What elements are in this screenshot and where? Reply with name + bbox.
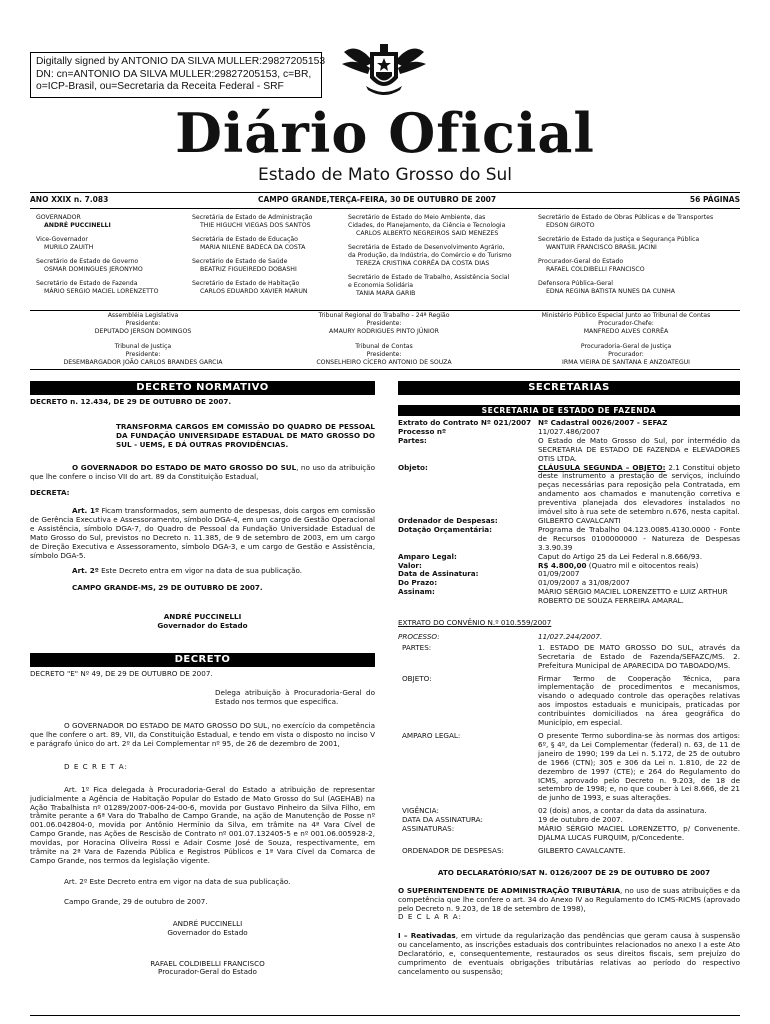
decree-preamble: O GOVERNADOR DO ESTADO DE MATO GROSSO DO SUL, no exercício da competência que lhe confere o art. 89, VII, da Constituição Estadual, e tendo em vista o disposto no inciso V e parágrafo único do art. 2º da Lei Complementar nº 95, de 26 de dezembro de 2001,	[30, 721, 375, 748]
gov-name: EDNA REGINA BATISTA NUNES DA CUNHA	[546, 287, 675, 295]
gov-title: Secretária de Estado de Administração	[192, 214, 313, 221]
contract-registry: Nº Cadastral 0026/2007 - SEFAZ	[538, 418, 668, 427]
agreement-row	[398, 825, 740, 843]
field-label: VIGÊNCIA:	[402, 806, 439, 816]
article-text: Este Decreto entra em vigor na data de sua publicação.	[98, 565, 303, 575]
institution-entry	[512, 343, 740, 366]
field-label: Data de Assinatura:	[398, 569, 479, 579]
institution-name: Assembléia Legislativa	[107, 312, 179, 319]
field-value: MÁRIO SÉRGIO MACIEL LORENZETTO e LUIZ ARTHUR ROBERTO DE SOUZA FERREIRA AMARAL.	[538, 587, 728, 606]
contract-row	[398, 526, 740, 553]
field-label: Amparo Legal:	[398, 551, 457, 561]
preamble-authority: O GOVERNADOR DO ESTADO DE MATO GROSSO DO SUL	[72, 462, 297, 472]
field-value: 11/027.486/2007	[538, 426, 601, 436]
field-value: Firmar Termo de Cooperação Técnica, para implementação de procedimentos e mecanismos, visando o adequado controle das operações relativas aos impostos estaduais e municipais, praticadas por contribuintes domiciliados na área geográfica do Município, em especial.	[538, 673, 740, 728]
field-label: PROCESSO:	[398, 631, 440, 641]
gov-name: WANTUIR FRANCISCO BRASIL JACINI	[546, 243, 657, 251]
institutions-band	[30, 312, 740, 368]
field-value: Programa de Trabalho 04.123.0085.4130.0000 - Fonte de Recursos 0100000000 - Natureza de Despesas 3.3.90.39	[538, 524, 740, 552]
section-header-fazenda: SECRETARIA DE ESTADO DE FAZENDA	[398, 405, 740, 416]
decree-article-2	[30, 567, 375, 576]
decree-preamble	[30, 464, 375, 482]
declaratory-act-declara: D E C L A R A:	[398, 912, 462, 922]
divider	[30, 192, 740, 193]
decree-ementa: Delega atribuição à Procuradoria-Geral do Estado nos termos que especifica.	[215, 688, 375, 707]
gov-title: e Economia Solidária	[348, 281, 414, 289]
gov-column-3	[348, 214, 536, 304]
gov-entry	[192, 214, 342, 236]
field-label: DATA DA ASSINATURA:	[402, 815, 483, 825]
institution-entry	[30, 312, 256, 335]
institution-holder: DEPUTADO JERSON DOMINGOS	[94, 327, 192, 335]
coat-of-arms-icon	[336, 42, 432, 102]
field-label: Partes:	[398, 435, 427, 445]
contract-row	[398, 588, 740, 606]
institution-role: Presidente:	[125, 319, 161, 327]
institution-name: Tribunal de Justiça	[114, 343, 172, 350]
gov-title: Cidades, do Planejamento, da Ciência e Tecnologia	[348, 221, 506, 229]
institution-role: Procurador:	[608, 350, 644, 358]
section-header-decreto-normativo: DECRETO NORMATIVO	[30, 381, 375, 395]
field-value: GILBERTO CAVALCANTI	[538, 515, 621, 525]
masthead-title: Diário Oficial	[175, 101, 595, 165]
decree-title: DECRETO "E" Nº 49, DE 29 DE OUTUBRO DE 2007.	[30, 669, 213, 679]
item-label: I – Reativadas	[398, 931, 456, 941]
field-label: Do Prazo:	[398, 578, 438, 588]
article-label: Art. 2º	[72, 565, 99, 575]
field-label: Valor:	[398, 560, 422, 570]
signatory-role: Governador do Estado	[167, 927, 248, 937]
gov-name: EDSON GIROTO	[546, 221, 595, 229]
institution-entry	[266, 312, 502, 335]
field-value: 19 de outubro de 2007.	[538, 815, 623, 825]
decree-article-1	[30, 507, 375, 560]
agreement-extract	[398, 633, 740, 856]
gov-name: RAFAEL COLDIBELLI FRANCISCO	[546, 265, 645, 273]
field-value: MÁRIO SÉRGIO MACIEL LORENZETTO, p/ Convenente. DJALMA LUCAS FURQUIM, p/Concedente.	[538, 824, 740, 842]
institution-holder: IRMA VIEIRA DE SANTANA E ANZOATEGUI	[562, 358, 690, 366]
gov-title: GOVERNADOR	[36, 214, 81, 221]
field-label: Dotação Orçamentária:	[398, 524, 493, 534]
gov-name: BEATRIZ FIGUEIREDO DOBASHI	[200, 265, 297, 273]
signatory-name: RAFAEL COLDIBELLI FRANCISCO	[150, 958, 265, 968]
institution-name: Tribunal de Contas	[355, 343, 413, 350]
gov-name: TANIA MARA GARIB	[356, 289, 416, 297]
gov-entry	[348, 274, 536, 304]
gov-entry	[36, 258, 186, 280]
institution-holder: MANFREDO ALVES CORRÊA	[583, 327, 669, 335]
field-value: Caput do Artigo 25 da Lei Federal n.8.666/93.	[538, 551, 703, 561]
field-value: 02 (dois) anos, a contar da data da assinatura.	[538, 806, 707, 816]
article-label: Art. 1º	[72, 506, 99, 516]
gov-title: da Produção, da Indústria, do Comércio e do Turismo	[348, 251, 512, 259]
decree-article-1: Art. 1º Fica delegada à Procuradoria-Geral do Estado a atribuição de representar judicialmente a Agência de Habitação Popular do Estado de Mato Grosso do Sul (AGEHAB) na Ação Trabalhista nº 01289/2007-006-24-00-6, movida por Gustavo Pinheiro da Silva Filho, em trâmite perante a 6ª Vara do Trabalho de Campo Grande, na ação de Manutenção de Posse nº 001.06.042804-0, movida por Antônio Hermínio da Silva, em trâmite na 4ª Vara Cível de Campo Grande, nas Ações de Rescisão de Contrato nº 001.07.132405-5 e nº 001.06.005928-2, movidas, por Horacina Oliveira Rossi e Adair Cosme José de Souza, respectivamente, em trâmite na 2ª Vara de Fazenda Pública e Registros Públicos e 1ª Vara Cível da Comarca de Campo Grande, nos termos da legislação vigente.	[30, 784, 375, 865]
gov-entry	[192, 258, 342, 280]
gov-title: Vice-Governador	[36, 236, 88, 243]
institution-entry	[512, 312, 740, 335]
gov-title: Secretário de Estado de Habitação	[192, 280, 300, 287]
gov-name: CARLOS EDUARDO XAVIER MARUN	[200, 287, 308, 295]
gov-name: ANDRÉ PUCCINELLI	[44, 221, 111, 229]
gov-entry	[538, 214, 738, 236]
preamble-authority: O SUPERINTENDENTE DE ADMINISTRAÇÃO TRIBUTÁRIA	[398, 885, 621, 895]
field-label: ORDENADOR DE DESPESAS:	[402, 845, 504, 855]
gov-title: Secretário de Estado de Obras Públicas e de Transportes	[538, 214, 714, 221]
page-count: 56 PÁGINAS	[689, 195, 740, 204]
gov-entry	[36, 280, 186, 302]
gov-entry	[538, 258, 738, 280]
institution-role: Procurador-Chefe:	[598, 319, 654, 327]
contract-extract	[398, 419, 740, 606]
preamble-text: , no uso de suas atribuições e da competência que lhe confere o art. 34 do Anexo IV ao Regulamento do ICMS-RICMS (aprovado pelo Decreto n. 9.203, de 18 de setembro de 1998),	[398, 885, 740, 913]
signatory-name: ANDRÉ PUCCINELLI	[172, 918, 243, 928]
institution-holder: CONSELHEIRO CÍCERO ANTONIO DE SOUZA	[316, 358, 452, 366]
value-words: (Quatro mil e oitocentos reais)	[586, 560, 699, 570]
gov-name: OSMAR DOMINGUES JERONYMO	[44, 265, 143, 273]
contract-row	[398, 464, 740, 517]
signatory-role: Governador do Estado	[157, 620, 248, 630]
declaratory-act-title: ATO DECLARATÓRIO/SAT N. 0126/2007 DE 29 DE OUTUBRO DE 2007	[437, 867, 711, 877]
decree-article-2: Art. 2º Este Decreto entra em vigor na data de sua publicação.	[64, 876, 291, 886]
declaratory-act-preamble	[398, 887, 740, 914]
agreement-title: EXTRATO DO CONVÊNIO N.º 010.559/2007	[398, 618, 552, 628]
gov-title: Procurador-Geral do Estado	[538, 258, 624, 265]
gov-entry	[538, 236, 738, 258]
gov-entry	[36, 214, 186, 236]
field-value: O Estado de Mato Grosso do Sul, por intermédio da SECRETARIA DE ESTADO DE FAZENDA e ELEVADORES OTIS LTDA.	[538, 435, 740, 463]
signatory-role: Procurador-Geral do Estado	[158, 967, 257, 977]
institution-role: Presidente:	[125, 350, 161, 358]
left-column	[30, 381, 375, 977]
declaratory-act-item-1	[398, 932, 740, 977]
gov-entry	[538, 280, 738, 302]
bottom-divider	[30, 1015, 740, 1016]
signature-line: o=ICP-Brasil, ou=Secretaria da Receita Federal - SRF	[36, 81, 284, 92]
agreement-row	[398, 732, 740, 803]
field-label: Ordenador de Despesas:	[398, 515, 498, 525]
gov-title: Secretária de Estado de Educação	[192, 236, 298, 243]
field-label: AMPARO LEGAL:	[402, 731, 461, 740]
gov-title: Secretário de Estado de Trabalho, Assistência Social	[348, 274, 510, 281]
right-column	[398, 381, 740, 977]
institution-role: Presidente:	[366, 319, 402, 327]
field-label: Processo nº	[398, 426, 447, 436]
clause-text: 2.1 Constitui objeto deste instrumento a prestação de serviços, incluindo peças necessárias para reposição pela Contratada, em andamento aos chamados e manutenção corretiva e preventiva planejada dos elevadores instalados no imóvel sito à rua sete de setembro n.676, nesta capital.	[538, 462, 740, 517]
field-label: PARTES:	[402, 642, 432, 652]
divider	[30, 310, 740, 311]
agreement-row	[398, 675, 740, 728]
gov-entry	[192, 236, 342, 258]
section-header-secretarias: SECRETARIAS	[398, 381, 740, 395]
divider	[30, 208, 740, 209]
gov-column-4	[538, 214, 738, 302]
divider	[30, 369, 740, 370]
institution-name: Procuradoria-Geral de Justiça	[580, 343, 672, 350]
edition-number: ANO XXIX n. 7.083	[30, 195, 109, 204]
gov-title: Secretária de Estado de Desenvolvimento Agrário,	[348, 244, 505, 251]
gov-name: CARLOS ALBERTO NEGREIROS SAID MENEZES	[356, 229, 499, 237]
signature-line: DN: cn=ANTONIO DA SILVA MULLER:29827205153, c=BR,	[36, 68, 312, 80]
digital-signature-box	[30, 52, 326, 98]
field-value: 1. ESTADO DE MATO GROSSO DO SUL, através da Secretaria de Estado de Fazenda/SEFAZC/MS. 2. Prefeitura Municipal de APARECIDA DO TABOADO/MS.	[538, 642, 740, 670]
gov-name: MÁRIO SERGIO MACIEL LORENZETTO	[44, 287, 159, 295]
gov-title: Secretário de Estado do Meio Ambiente, das	[348, 214, 486, 221]
field-value: 01/09/2007 a 31/08/2007	[538, 578, 630, 588]
article-text: Ficam transformados, sem aumento de despesas, dois cargos em comissão de Gerência Executiva e Assessoramento, símbolo DGA-4, em um cargo de Gestão Operacional e Assistência, símbolo DGA-7, do Quadro de Pessoal da Fundação Universidade Estadual de Mato Grosso do Sul, previstos no Decreto n. 11.385, de 9 de setembro de 2003, em um cargo de Direção Executiva e Assessoramento, símbolo DGA-3, e um cargo de Gestão e Assistência, símbolo DGA-5.	[30, 506, 375, 560]
field-label: Assinam:	[398, 587, 435, 597]
gov-entry	[348, 244, 536, 274]
gov-entry	[36, 236, 186, 258]
gov-title: Secretário de Estado de Saúde	[192, 258, 288, 265]
gov-entry	[348, 214, 536, 244]
field-label: Objeto:	[398, 462, 428, 472]
gov-title: Secretário de Estado de Governo	[36, 258, 139, 265]
field-label: OBJETO:	[402, 673, 432, 683]
value-amount: R$ 4.800,00	[538, 560, 587, 570]
section-header-decreto: DECRETO	[30, 653, 375, 667]
field-value: 01/09/2007	[538, 569, 580, 579]
decree-decreta: D E C R E T A:	[64, 761, 128, 771]
gov-title: Defensora Pública-Geral	[538, 280, 614, 287]
decree-decreta: DECRETA:	[30, 488, 70, 498]
government-directory	[30, 214, 740, 310]
agreement-row	[398, 633, 740, 642]
signature-line: Digitally signed by ANTONIO DA SILVA MULLER:29827205153	[36, 56, 326, 67]
decree-place-date: Campo Grande, 29 de outubro de 2007.	[64, 896, 208, 906]
gov-column-1	[36, 214, 186, 302]
field-value: O presente Termo subordina-se às normas dos artigos: 6º, § 4º, da Lei Complementar (federal) n. 63, de 11 de janeiro de 1990; 199 da Lei n. 5.172, de 25 de outubro de 1966 (CTN); 305 e 306 da Lei n. 1.810, de 22 de dezembro de 1997 (CTE); e 264 do Regulamento do ICMS, aprovado pelo Decreto n. 9.203, de 18 de setembro de 1998; e, no que couber à Lei 8.666, de 21 de junho de 1993, e suas alterações.	[538, 731, 740, 803]
gov-name: MARIA NILENE BADECA DA COSTA	[200, 243, 306, 251]
field-value: 11/027.244/2007.	[538, 631, 603, 641]
gov-name: MURILO ZAUITH	[44, 243, 94, 251]
field-value: GILBERTO CAVALCANTE.	[538, 845, 626, 855]
institution-name: Ministério Público Especial Junto ao Tribunal de Contas	[541, 312, 711, 319]
gov-column-2	[192, 214, 342, 302]
gov-name: THIE HIGUCHI VIEGAS DOS SANTOS	[200, 221, 311, 229]
institution-holder: DESEMBARGADOR JOÃO CARLOS BRANDES GARCIA	[63, 358, 223, 366]
gov-title: Secretário de Estado de Fazenda	[36, 280, 138, 287]
field-label: ASSINATURAS:	[402, 824, 455, 834]
signatory-name: ANDRÉ PUCCINELLI	[163, 611, 242, 621]
gov-entry	[192, 280, 342, 302]
field-value	[538, 464, 740, 517]
agreement-row	[398, 644, 740, 671]
gov-name: TEREZA CRISTINA CORRÊA DA COSTA DIAS	[356, 259, 490, 267]
contract-row	[398, 437, 740, 464]
clause-label: CLÁUSULA SEGUNDA – OBJETO:	[538, 462, 666, 472]
masthead-subtitle: Estado de Mato Grosso do Sul	[257, 165, 513, 185]
edition-date: CAMPO GRANDE,TERÇA-FEIRA, 30 DE OUTUBRO DE 2007	[258, 195, 497, 204]
agreement-row	[398, 847, 740, 856]
decree-title: DECRETO n. 12.434, DE 29 DE OUTUBRO DE 2007.	[30, 397, 232, 406]
institution-role: Presidente:	[366, 350, 402, 358]
institution-holder: AMAURY RODRIGUES PINTO JÚNIOR	[329, 327, 439, 335]
institution-entry	[30, 343, 256, 366]
contract-title: Extrato do Contrato Nº 021/2007	[398, 418, 532, 427]
institution-entry	[266, 343, 502, 366]
preamble-text: , no uso da atribuição que lhe confere o inciso VII do art. 89 da Constituição Estadual,	[30, 462, 375, 481]
decree-place-date: CAMPO GRANDE-MS, 29 DE OUTUBRO DE 2007.	[72, 582, 263, 592]
item-text: , em virtude da regularização das pendências que geram causa à suspensão ou cancelamento, as inscrições estaduais dos contribuintes relacionados no anexo I a este Ato Declaratório, e, consequentemente, restaurados os seus direitos fiscais, sem prejuízo do cumprimento de eventuais obrigações tributárias relativas ao período do respectivo cancelamento ou suspensão;	[398, 931, 740, 976]
gov-title: Secretário de Estado da Justiça e Segurança Pública	[538, 236, 700, 243]
decree-ementa: TRANSFORMA CARGOS EM COMISSÃO DO QUADRO DE PESSOAL DA FUNDAÇÃO UNIVERSIDADE ESTADUAL DE MATO GROSSO DO SUL - UEMS, E DÁ OUTRAS PROVIDÊNCIAS.	[116, 421, 375, 449]
institution-name: Tribunal Regional do Trabalho - 24ª Região	[318, 312, 450, 319]
